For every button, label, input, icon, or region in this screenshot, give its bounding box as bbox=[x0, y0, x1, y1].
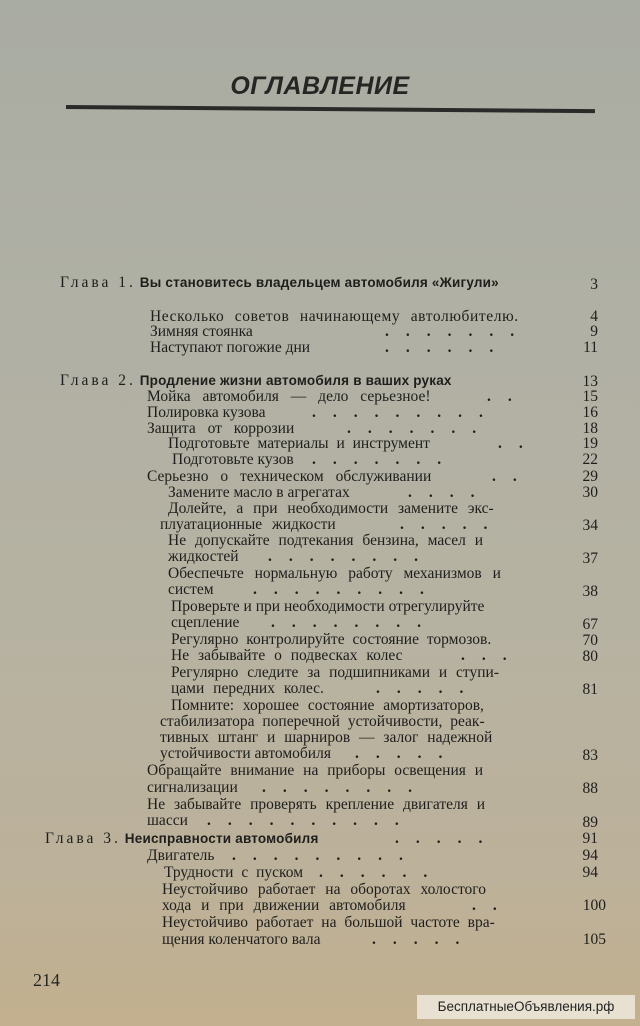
toc-subsection: Замените масло в агрегатах .... bbox=[168, 484, 492, 501]
toc-page-number: 22 bbox=[582, 451, 598, 468]
toc-section: Наступают погожие дни ...... bbox=[150, 339, 511, 356]
toc-page-number: 34 bbox=[582, 517, 598, 534]
toc-subsection-text: сцепление bbox=[171, 614, 240, 631]
toc-page-number: 15 bbox=[582, 388, 598, 405]
chapter-title: Вы становитесь владельцем автомобиля «Жигули» bbox=[139, 275, 499, 290]
chapter-label: Глава 3. bbox=[45, 830, 121, 847]
toc-subsection-line: Неустойчиво работает на большой частоте вра- bbox=[162, 914, 495, 931]
watermark-link[interactable]: БесплатныеОбъявления.рф bbox=[417, 995, 635, 1019]
toc-subsection: Регулярно контролируйте состояние тормозов. bbox=[171, 631, 492, 648]
toc-subsection-line: Неустойчиво работает на оборотах холостого bbox=[162, 881, 486, 898]
toc-subsection: Подготовьте кузов ....... bbox=[172, 451, 459, 468]
chapter-title: Продление жизни автомобиля в ваших руках bbox=[139, 373, 452, 388]
toc-section: сигнализации ........ bbox=[147, 779, 429, 796]
toc-section: Мойка автомобиля — дело серьезное! .. bbox=[147, 388, 529, 405]
toc-page-number: 29 bbox=[582, 468, 598, 485]
toc-subsection-text: хода и при движении автомобиля bbox=[162, 897, 406, 914]
toc-page-number: 13 bbox=[582, 373, 598, 390]
toc-subsection-text: Подготовьте материалы и инструмент bbox=[168, 435, 430, 452]
toc-subsection: щения коленчатого вала ..... bbox=[162, 931, 477, 948]
toc-subsection-text: Не забывайте о подвесках колес bbox=[171, 647, 403, 664]
toc-page-number: 100 bbox=[582, 897, 606, 914]
toc-section: Защита от коррозии ....... bbox=[147, 420, 494, 437]
toc-section: Серьезно о техническом обслуживании .. bbox=[147, 468, 534, 485]
toc-subsection-text: Трудности с пуском bbox=[164, 864, 304, 881]
toc-section: Несколько советов начинающему автолюбителю. bbox=[150, 308, 519, 325]
toc-page-number: 30 bbox=[582, 484, 598, 501]
toc-page-number: 83 bbox=[582, 747, 598, 764]
toc-subsection: плуатационные жидкости ..... bbox=[160, 516, 505, 533]
toc-page-number: 38 bbox=[582, 583, 598, 600]
toc-chapter-3: Глава 3. Неисправности автомобиля ..... bbox=[45, 830, 500, 847]
toc-subsection-line: Помните: хорошее состояние амортизаторов, bbox=[171, 697, 484, 714]
chapter-label: Глава 2. bbox=[60, 372, 136, 389]
toc-subsection: Подготовьте материалы и инструмент .. bbox=[168, 435, 540, 452]
toc-subsection-text: щения коленчатого вала bbox=[162, 931, 321, 948]
toc-subsection-text: устойчивости автомобиля bbox=[160, 745, 331, 762]
toc-chapter-1 bbox=[60, 275, 499, 291]
toc-page-number: 3 bbox=[590, 276, 598, 293]
toc-section: Двигатель ......... bbox=[147, 847, 420, 864]
toc-page-number: 9 bbox=[590, 323, 598, 340]
toc-subsection-line: Проверьте и при необходимости отрегулируйте bbox=[171, 598, 485, 615]
toc-subsection-line: стабилизатора поперечной устойчивости, реак- bbox=[160, 713, 485, 730]
toc-subsection-text: цами передних колес. bbox=[171, 680, 324, 697]
toc-subsection: хода и при движении автомобиля .. bbox=[162, 897, 514, 914]
toc-section-text: Наступают погожие дни bbox=[150, 339, 311, 356]
toc-subsection-line: Не допускайте подтекания бензина, масел и bbox=[168, 532, 484, 549]
toc-page-number: 89 bbox=[582, 814, 598, 831]
title-underline bbox=[66, 105, 595, 113]
toc-page-number: 105 bbox=[582, 931, 606, 948]
toc-subsection-line: Долейте, а при необходимости замените экс- bbox=[168, 500, 494, 517]
toc-section-text: Серьезно о техническом обслуживании bbox=[147, 468, 432, 485]
toc-page-number: 91 bbox=[582, 830, 598, 847]
toc-page-number: 4 bbox=[590, 308, 598, 325]
toc-subsection-text: Замените масло в агрегатах bbox=[168, 484, 350, 501]
toc-page-number: 88 bbox=[582, 780, 598, 797]
toc-section-text: шасси bbox=[147, 812, 188, 829]
toc-page-number: 94 bbox=[582, 864, 598, 881]
toc-page-number: 81 bbox=[582, 681, 598, 698]
toc-subsection-text: Подготовьте кузов bbox=[172, 451, 294, 468]
toc-section-text: Защита от коррозии bbox=[147, 420, 295, 437]
toc-section-text: Двигатель bbox=[147, 847, 215, 864]
toc-section-line: Не забывайте проверять крепление двигателя и bbox=[147, 796, 486, 813]
toc-subsection-line: Регулярно следите за подшипниками и ступи- bbox=[171, 664, 500, 681]
toc-subsection-text: систем bbox=[168, 581, 214, 598]
toc-subsection: сцепление ........ bbox=[171, 614, 438, 631]
toc-page-number: 80 bbox=[582, 648, 598, 665]
page-number: 214 bbox=[33, 970, 60, 990]
toc-subsection: устойчивости автомобиля ..... bbox=[160, 745, 460, 762]
toc-section-text: Зимняя стоянка bbox=[150, 323, 253, 340]
toc-subsection: систем ......... bbox=[168, 581, 441, 598]
toc-section: Полировка кузова ......... bbox=[147, 404, 500, 421]
toc-page-number: 16 bbox=[582, 404, 598, 421]
toc-subsection-text: жидкостей bbox=[168, 548, 239, 565]
toc-section-text: сигнализации bbox=[147, 779, 238, 796]
toc-section-text: Мойка автомобиля — дело серьезное! bbox=[147, 388, 431, 405]
toc-subsection: Трудности с пуском ...... bbox=[164, 864, 445, 881]
toc-page-number: 94 bbox=[582, 847, 598, 864]
toc-section: Зимняя стоянка ....... bbox=[150, 323, 532, 340]
toc-section-text: Полировка кузова bbox=[147, 404, 266, 421]
toc-chapter-2 bbox=[60, 373, 452, 389]
page-title: ОГЛАВЛЕНИЕ bbox=[230, 72, 410, 100]
toc-page-number: 18 bbox=[582, 420, 598, 437]
toc-page-number: 37 bbox=[582, 550, 598, 567]
toc-page-number: 11 bbox=[583, 339, 598, 356]
toc-subsection: Не забывайте о подвесках колес ... bbox=[171, 647, 524, 664]
chapter-label: Глава 1. bbox=[60, 274, 136, 291]
toc-subsection-line: Обеспечьте нормальную работу механизмов и bbox=[168, 565, 501, 582]
toc-subsection: жидкостей ........ bbox=[168, 548, 435, 565]
toc-page-number: 67 bbox=[582, 616, 598, 633]
toc-subsection: цами передних колес. ..... bbox=[171, 680, 481, 697]
toc-section-line: Обращайте внимание на приборы освещения и bbox=[147, 762, 484, 779]
toc-page-number: 70 bbox=[582, 632, 598, 649]
toc-subsection-text: плуатационные жидкости bbox=[160, 516, 336, 533]
toc-subsection-line: тивных штанг и шарниров — залог надежной bbox=[160, 729, 493, 746]
toc-page-number: 19 bbox=[582, 435, 598, 452]
toc-section: шасси .......... bbox=[147, 812, 416, 829]
chapter-title: Неисправности автомобиля bbox=[124, 831, 319, 846]
